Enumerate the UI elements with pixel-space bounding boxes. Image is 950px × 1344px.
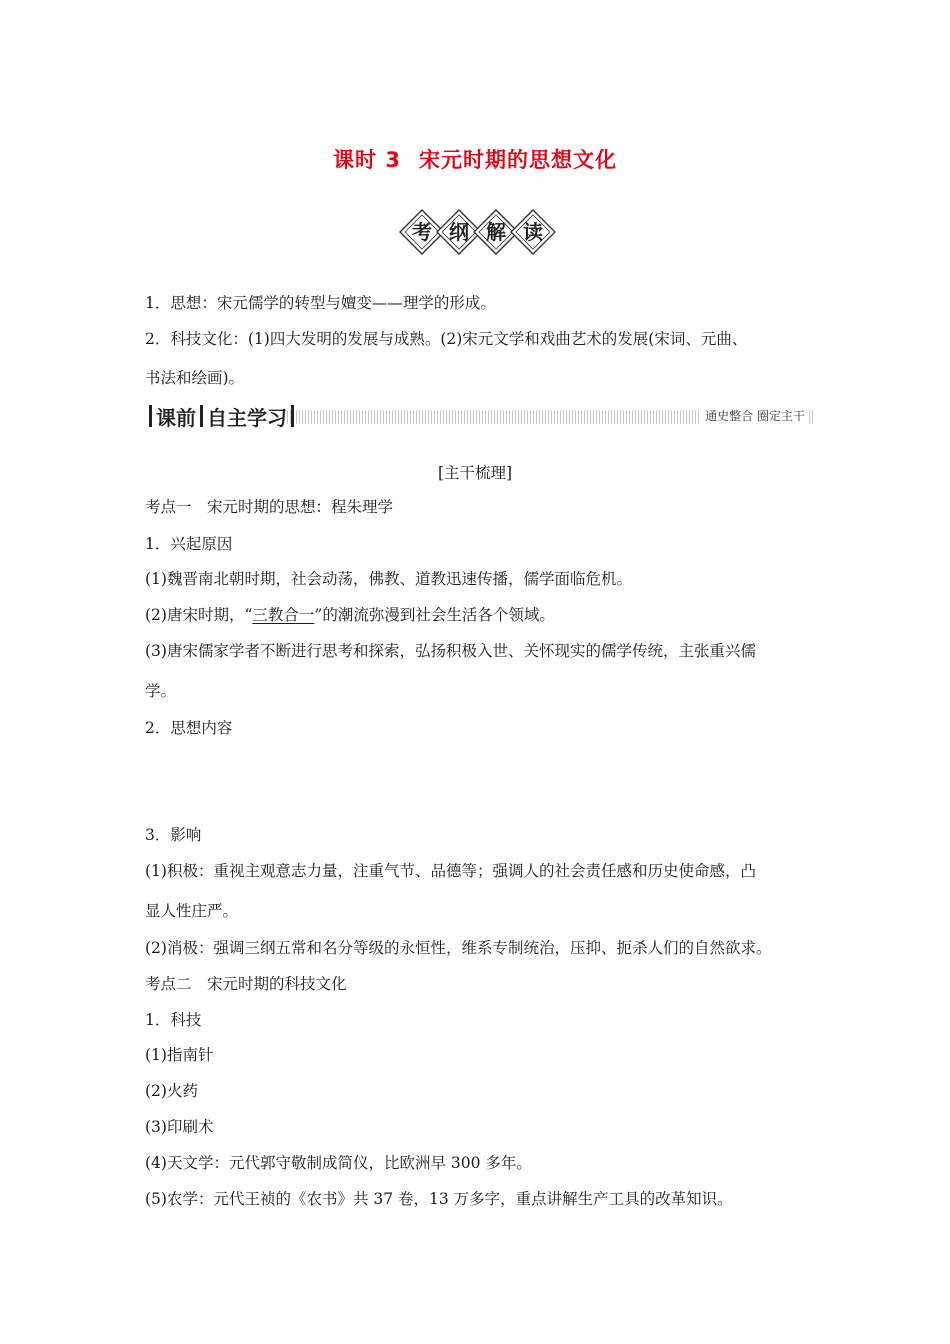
item-content-heading: 2．思想内容 xyxy=(145,719,233,737)
item-tech-4: (4)天文学：元代郭守敬制成简仪，比欧洲早 300 多年。 xyxy=(145,1154,532,1172)
badge-char-4: 读 xyxy=(523,220,543,244)
item-impact-1: (1)积极：重视主观意志力量，注重气节、品德等；强调人的社会责任感和历史使命感，凸 xyxy=(145,862,756,880)
lesson-number: 课时 3 xyxy=(333,148,401,172)
item-tech-heading: 1．科技 xyxy=(145,1011,202,1029)
section-banner xyxy=(145,402,815,430)
outline-item-1: 1．思想：宋元儒学的转型与嬗变——理学的形成。 xyxy=(145,294,496,312)
item-tech-5: (5)农学：元代王祯的《农书》共 37 卷，13 万多字，重点讲解生产工具的改革知识。 xyxy=(145,1190,733,1208)
badge-char-1: 考 xyxy=(412,220,432,244)
item-tech-1: (1)指南针 xyxy=(145,1046,214,1064)
exam-point-2: 考点二 宋元时期的科技文化 xyxy=(145,975,347,993)
section-label-b: 自主学习 xyxy=(207,405,287,430)
section-banner-right-text: 通史整合 圈定主干 xyxy=(701,407,809,424)
item-origin-2: (2)唐宋时期，“三教合一”的潮流弥漫到社会生活各个领域。 xyxy=(145,606,555,624)
item-origin-3: (3)唐宋儒家学者不断进行思考和探索，弘扬积极入世、关怀现实的儒学传统，主张重兴儒 xyxy=(145,642,756,660)
item-origin-3-cont: 学。 xyxy=(145,682,177,700)
sub-heading: [主干梳理] xyxy=(437,464,513,482)
badge-char-3: 解 xyxy=(486,220,506,244)
section-label-a: 课前 xyxy=(156,405,196,430)
outline-item-2-cont: 书法和绘画)。 xyxy=(145,369,245,387)
item-impact-2: (2)消极：强调三纲五常和名分等级的永恒性，维系专制统治，压抑、扼杀人们的自然欲求。 xyxy=(145,939,772,957)
item-origin-heading: 1．兴起原因 xyxy=(145,535,233,553)
item-impact-1-cont: 显人性庄严。 xyxy=(145,902,239,920)
lesson-title-text: 宋元时期的思想文化 xyxy=(418,148,617,172)
item-tech-3: (3)印刷术 xyxy=(145,1118,214,1136)
badge-diamond-4 xyxy=(511,210,555,254)
badge-char-2: 纲 xyxy=(449,220,469,244)
outline-item-2: 2．科技文化：(1)四大发明的发展与成熟。(2)宋元文学和戏曲艺术的发展(宋词、元曲、 xyxy=(145,330,748,348)
lesson-title xyxy=(0,144,950,174)
exam-outline-badge xyxy=(398,207,558,257)
underlined-term: 三教合一 xyxy=(252,606,315,624)
item-origin-1: (1)魏晋南北朝时期，社会动荡，佛教、道教迅速传播，儒学面临危机。 xyxy=(145,570,632,588)
item-impact-heading: 3．影响 xyxy=(145,826,202,844)
item-tech-2: (2)火药 xyxy=(145,1082,198,1100)
section-banner-label xyxy=(145,402,298,430)
exam-point-1: 考点一 宋元时期的思想：程朱理学 xyxy=(145,498,394,516)
